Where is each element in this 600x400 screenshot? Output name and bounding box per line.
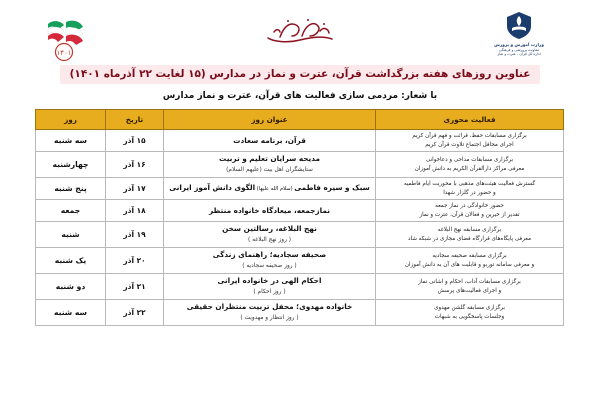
cell-title xyxy=(164,222,376,248)
title-sub: ( روز انتظار و مهدویت ) xyxy=(240,315,299,321)
cell-day: پنج شنبه xyxy=(36,178,106,200)
cell-activity xyxy=(376,300,564,326)
title-main: نهج البلاغه، رسالتین سخن xyxy=(222,224,317,233)
table-row xyxy=(36,300,564,326)
iran-flag-ribbon-logo xyxy=(42,18,106,62)
cell-day: جمعه xyxy=(36,200,106,222)
activity-line: برگزاری مسابقات مداحی و دعاخوانی xyxy=(425,157,514,163)
activity-line: برگزاری مسابقه گلشن مهدوی xyxy=(434,305,505,311)
title-sub: ( روز احکام ) xyxy=(253,289,286,295)
schedule-table xyxy=(35,109,564,326)
ministry-name-block xyxy=(474,43,564,57)
title-block xyxy=(0,62,600,101)
activity-line: معرفی مراکز دارالقرآن الکریم به دانش آموزان xyxy=(414,165,525,172)
activity-line: اجرای محافل اجتماع تلاوت قرآن کریم xyxy=(425,141,514,148)
cell-title xyxy=(164,178,376,200)
title-main: قرآن، برنامه سعادت xyxy=(233,135,306,145)
ministry-line-1: وزارت آموزش و پرورش xyxy=(494,42,544,47)
activity-line: و حضور در گلزار شهدا xyxy=(443,189,496,196)
title-main: احکام الهی در خانواده ایرانی xyxy=(217,276,322,285)
title-main: سبک و سیره فاطمی xyxy=(294,183,370,192)
column-header-day: روز xyxy=(36,110,106,130)
cell-day: شنبه xyxy=(36,222,106,248)
cell-activity xyxy=(376,152,564,178)
schedule-table-body xyxy=(36,130,564,326)
ministry-line-3: اداره کل قرآن ، عترت و نماز xyxy=(497,52,541,57)
cell-date: ۱۹ آذر xyxy=(106,222,164,248)
title-main: نمازجمعه، میعادگاه خانواده منتظر xyxy=(208,205,331,215)
title-inline-honorific: (سلام الله علیها) xyxy=(255,186,295,192)
cell-title xyxy=(164,200,376,222)
table-row xyxy=(36,152,564,178)
cell-date: ۱۸ آذر xyxy=(106,200,164,222)
column-header-title: عنوان روز xyxy=(164,110,376,130)
page-subtitle: با شعار: مردمی سازی فعالیت های قرآن، عترت و نماز مدارس xyxy=(162,91,438,101)
cell-day: سه شنبه xyxy=(36,300,106,326)
cell-activity xyxy=(376,130,564,152)
table-row xyxy=(36,222,564,248)
cell-day: دو شنبه xyxy=(36,274,106,300)
ministry-of-education-emblem xyxy=(474,10,564,57)
title-main: خانواده مهدوی؛ محفل تربیت منتظران حقیقی xyxy=(186,302,353,311)
activity-line: برگزاری مسابقات آداب، احکام و اشانی نماز xyxy=(418,279,521,285)
activity-line: معرفی پایگاه‌های قرارگاه فضای مجازی در شبکه شاد xyxy=(408,235,531,242)
title-sub: ستایشگران اهل بیت (علیهم السلام) xyxy=(226,167,313,173)
title-sub: ( روز نهج البلاغه ) xyxy=(247,237,292,243)
cell-title xyxy=(164,130,376,152)
table-row xyxy=(36,178,564,200)
cell-title xyxy=(164,152,376,178)
basmala-calligraphy xyxy=(258,12,342,50)
cell-title xyxy=(164,274,376,300)
column-header-date: تاریخ xyxy=(106,110,164,130)
ministry-line-2: معاونت پرورشی و فرهنگی xyxy=(498,47,540,52)
title-main-end: الگوی دانش آموز ایرانی xyxy=(169,183,256,192)
title-main: مدیحه سرایان تعلیم و تربیت xyxy=(218,154,321,163)
table-row xyxy=(36,248,564,274)
title-main: صحیفه سجادیه؛ راهنمای زندگی xyxy=(212,250,327,259)
cell-date: ۲۱ آذر xyxy=(106,274,164,300)
cell-day: سه شنبه xyxy=(36,130,106,152)
activity-line: برگزاری مسابقه صحیفه سجادیه xyxy=(432,253,507,259)
svg-text:۱۴۰۱: ۱۴۰۱ xyxy=(56,49,72,57)
cell-date: ۱۷ آذر xyxy=(106,178,164,200)
schedule-table-container xyxy=(36,109,564,326)
cell-day: چهارشنبه xyxy=(36,152,106,178)
page-title: عناوین روزهای هفته بزرگداشت قرآن، عترت و نماز در مدارس (۱۵ لغایت ۲۲ آذرماه ۱۴۰۱) xyxy=(60,65,541,84)
table-row xyxy=(36,200,564,222)
ministry-emblem-icon xyxy=(504,10,534,40)
activity-line: برگزاری مسابقات حفظ، قرائت و فهم قرآن کریم xyxy=(412,133,527,139)
cell-date: ۱۶ آذر xyxy=(106,152,164,178)
cell-activity xyxy=(376,274,564,300)
activity-line: گسترش فعالیت هیئت‌های مذهبی با محوریت ایام فاطمیه xyxy=(403,181,536,187)
activity-line: برگزاری مسابقه نهج البلاغه xyxy=(437,227,502,233)
activity-line: حضور خانوادگی در نماز جمعه xyxy=(435,203,504,209)
cell-date: ۱۵ آذر xyxy=(106,130,164,152)
activity-line: و اجرای فعالیت‌های پرسش xyxy=(437,287,502,294)
table-row xyxy=(36,274,564,300)
activity-line: تقدیر از خیرین و فعالان قرآن، عترت و نماز xyxy=(419,211,520,218)
title-sub: ( روز صحیفه سجادیه ) xyxy=(242,263,297,269)
cell-title xyxy=(164,248,376,274)
poster-header xyxy=(0,0,600,62)
cell-date: ۲۰ آذر xyxy=(106,248,164,274)
cell-date: ۲۲ آذر xyxy=(106,300,164,326)
activity-line: و معرفی سامانه توربو و قابلیت های آن به دانش آموزان xyxy=(404,261,535,268)
cell-activity xyxy=(376,222,564,248)
table-row xyxy=(36,130,564,152)
table-header-row xyxy=(36,110,564,130)
cell-day: یک شنبه xyxy=(36,248,106,274)
cell-activity xyxy=(376,178,564,200)
activity-line: وجلسات پاسخگویی به شبهات xyxy=(434,313,505,320)
cell-title xyxy=(164,300,376,326)
cell-activity xyxy=(376,248,564,274)
column-header-activity: فعالیت محوری xyxy=(376,110,564,130)
cell-activity xyxy=(376,200,564,222)
